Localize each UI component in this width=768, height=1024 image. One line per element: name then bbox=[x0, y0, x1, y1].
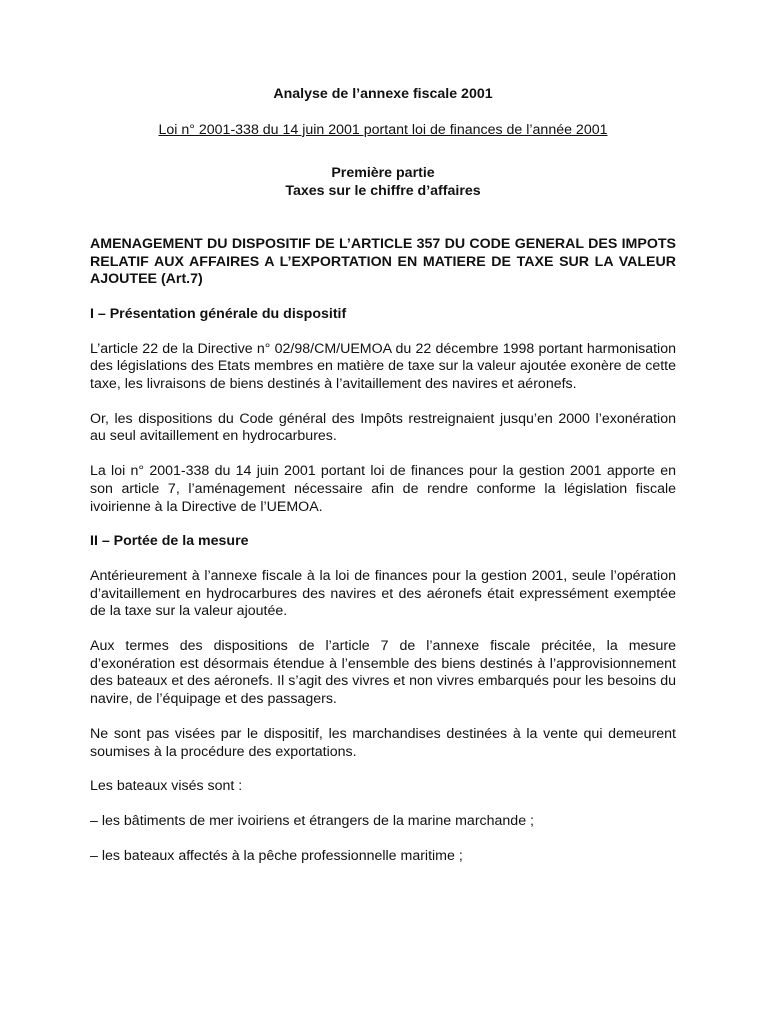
subsection-1-heading: I – Présentation générale du dispositif bbox=[90, 305, 347, 322]
paragraph: L’article 22 de la Directive n° 02/98/CM/UEMOA du 22 décembre 1998 portant harmonisation des législations des Etats membres en matière de taxe sur la valeur ajoutée exonère de cette taxe, les livraisons de biens destinés à l’avitaillement des navires et aéronefs. bbox=[90, 340, 676, 393]
part-title: Taxes sur le chiffre d’affaires bbox=[285, 183, 481, 200]
list-item: – les bateaux affectés à la pêche professionnelle maritime ; bbox=[90, 847, 463, 864]
paragraph: Or, les dispositions du Code général des Impôts restreignaient jusqu’en 2000 l’exonération au seul avitaillement en hydrocarbures. bbox=[90, 410, 676, 445]
list-item: – les bâtiments de mer ivoiriens et étrangers de la marine marchande ; bbox=[90, 812, 534, 829]
paragraph: Les bateaux visés sont : bbox=[90, 778, 243, 795]
paragraph: Antérieurement à l’annexe fiscale à la loi de finances pour la gestion 2001, seule l’opération d’avitaillement en hydrocarbures des navires et des aéronefs était expressément exemptée de la taxe sur la valeur ajoutée. bbox=[90, 567, 676, 620]
part-label: Première partie bbox=[331, 165, 435, 182]
law-reference bbox=[90, 122, 676, 140]
paragraph: Ne sont pas visées par le dispositif, les marchandises destinées à la vente qui demeurent soumises à la procédure des exportations. bbox=[90, 725, 676, 760]
subsection-2-heading: II – Portée de la mesure bbox=[90, 533, 249, 550]
document-page bbox=[90, 86, 676, 865]
section-heading: AMENAGEMENT DU DISPOSITIF DE L’ARTICLE 357 DU CODE GENERAL DES IMPOTS RELATIF AUX AFFAIRES A L’EXPORTATION EN MATIERE DE TAXE SUR LA VALEUR AJOUTEE (Art.7) bbox=[90, 235, 676, 288]
paragraph: La loi n° 2001-338 du 14 juin 2001 portant loi de finances pour la gestion 2001 apporte en son article 7, l’aménagement nécessaire afin de rendre conforme la législation fiscale ivoirienne à la Directive de l’UEMOA. bbox=[90, 463, 676, 515]
law-reference-text: Loi n° 2001-338 du 14 juin 2001 portant loi de finances de l’année 2001 bbox=[158, 121, 608, 138]
document-title: Analyse de l’annexe fiscale 2001 bbox=[273, 86, 493, 102]
part-heading bbox=[90, 165, 676, 200]
paragraph: Aux termes des dispositions de l’article 7 de l’annexe fiscale précitée, la mesure d’exonération est désormais étendue à l’ensemble des biens destinés à l’approvisionnement des bateaux et des aéronefs. Il s’agit des vivres et non vivres embarqués pour les besoins du navire, de l’équipage et des passagers. bbox=[90, 638, 676, 708]
